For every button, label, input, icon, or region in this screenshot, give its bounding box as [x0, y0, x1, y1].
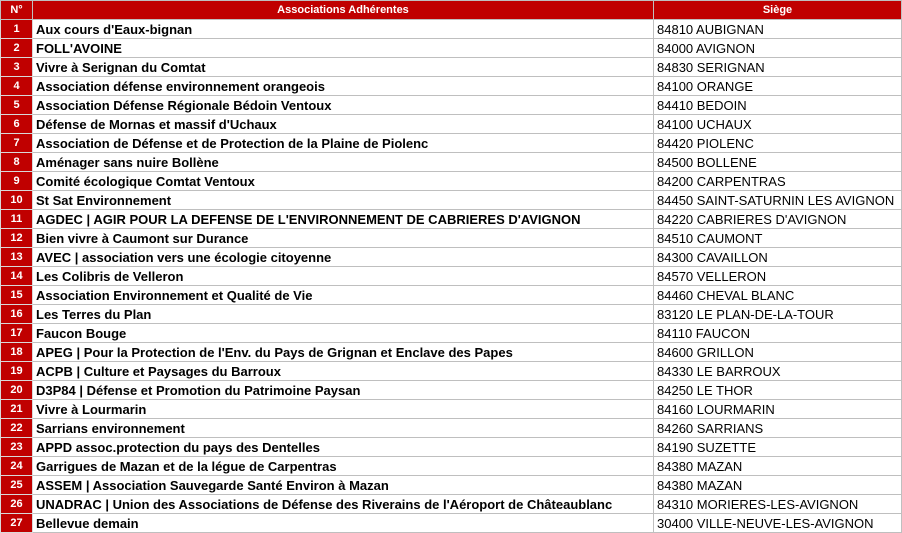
association-name: Défense de Mornas et massif d'Uchaux — [33, 115, 654, 134]
row-number: 26 — [1, 495, 33, 514]
association-name: Faucon Bouge — [33, 324, 654, 343]
association-seat: 84420 PIOLENC — [654, 134, 902, 153]
row-number: 13 — [1, 248, 33, 267]
row-number: 6 — [1, 115, 33, 134]
association-name: Les Colibris de Velleron — [33, 267, 654, 286]
association-name: ACPB | Culture et Paysages du Barroux — [33, 362, 654, 381]
association-seat: 84260 SARRIANS — [654, 419, 902, 438]
association-name: Association Environnement et Qualité de Vie — [33, 286, 654, 305]
association-seat: 84500 BOLLENE — [654, 153, 902, 172]
association-name: Comité écologique Comtat Ventoux — [33, 172, 654, 191]
association-seat: 84380 MAZAN — [654, 457, 902, 476]
association-seat: 83120 LE PLAN-DE-LA-TOUR — [654, 305, 902, 324]
table-row — [1, 400, 902, 419]
table-row — [1, 39, 902, 58]
table-row — [1, 324, 902, 343]
row-number: 14 — [1, 267, 33, 286]
table-row — [1, 172, 902, 191]
row-number: 22 — [1, 419, 33, 438]
association-seat: 84110 FAUCON — [654, 324, 902, 343]
row-number: 23 — [1, 438, 33, 457]
row-number: 16 — [1, 305, 33, 324]
table-row — [1, 20, 902, 39]
association-name: Association de Défense et de Protection de la Plaine de Piolenc — [33, 134, 654, 153]
association-name: Aux cours d'Eaux-bignan — [33, 20, 654, 39]
row-number: 11 — [1, 210, 33, 229]
association-name: Aménager sans nuire Bollène — [33, 153, 654, 172]
table-row — [1, 514, 902, 533]
row-number: 5 — [1, 96, 33, 115]
association-seat: 84570 VELLERON — [654, 267, 902, 286]
row-number: 27 — [1, 514, 33, 533]
association-name: St Sat Environnement — [33, 191, 654, 210]
association-name: AGDEC | AGIR POUR LA DEFENSE DE L'ENVIRONNEMENT DE CABRIERES D'AVIGNON — [33, 210, 654, 229]
association-seat: 84160 LOURMARIN — [654, 400, 902, 419]
association-seat: 84460 CHEVAL BLANC — [654, 286, 902, 305]
table-row — [1, 343, 902, 362]
association-seat: 84410 BEDOIN — [654, 96, 902, 115]
table-row — [1, 134, 902, 153]
association-seat: 84450 SAINT-SATURNIN LES AVIGNON — [654, 191, 902, 210]
table-row — [1, 210, 902, 229]
association-seat: 84200 CARPENTRAS — [654, 172, 902, 191]
table-row — [1, 58, 902, 77]
table-row — [1, 248, 902, 267]
association-seat: 84810 AUBIGNAN — [654, 20, 902, 39]
association-seat: 84250 LE THOR — [654, 381, 902, 400]
row-number: 25 — [1, 476, 33, 495]
association-seat: 84310 MORIERES-LES-AVIGNON — [654, 495, 902, 514]
association-seat: 84300 CAVAILLON — [654, 248, 902, 267]
table-row — [1, 381, 902, 400]
row-number: 1 — [1, 20, 33, 39]
row-number: 19 — [1, 362, 33, 381]
row-number: 9 — [1, 172, 33, 191]
association-name: Garrigues de Mazan et de la légue de Carpentras — [33, 457, 654, 476]
association-name: Vivre à Serignan du Comtat — [33, 58, 654, 77]
row-number: 18 — [1, 343, 33, 362]
association-name: APPD assoc.protection du pays des Dentelles — [33, 438, 654, 457]
association-seat: 84600 GRILLON — [654, 343, 902, 362]
association-seat: 84190 SUZETTE — [654, 438, 902, 457]
association-name: Les Terres du Plan — [33, 305, 654, 324]
association-seat: 84330 LE BARROUX — [654, 362, 902, 381]
association-name: Bellevue demain — [33, 514, 654, 533]
table-row — [1, 457, 902, 476]
row-number: 21 — [1, 400, 33, 419]
association-name: ASSEM | Association Sauvegarde Santé Environ à Mazan — [33, 476, 654, 495]
association-seat: 84220 CABRIERES D'AVIGNON — [654, 210, 902, 229]
association-seat: 84100 UCHAUX — [654, 115, 902, 134]
association-seat: 84510 CAUMONT — [654, 229, 902, 248]
table-row — [1, 286, 902, 305]
row-number: 20 — [1, 381, 33, 400]
table-row — [1, 438, 902, 457]
table-row — [1, 229, 902, 248]
row-number: 10 — [1, 191, 33, 210]
row-number: 2 — [1, 39, 33, 58]
row-number: 15 — [1, 286, 33, 305]
header-row — [1, 1, 902, 20]
table-row — [1, 115, 902, 134]
association-name: Vivre à Lourmarin — [33, 400, 654, 419]
association-name: UNADRAC | Union des Associations de Défense des Riverains de l'Aéroport de Châteaublanc — [33, 495, 654, 514]
table-row — [1, 495, 902, 514]
row-number: 3 — [1, 58, 33, 77]
association-seat: 84830 SERIGNAN — [654, 58, 902, 77]
association-name: APEG | Pour la Protection de l'Env. du Pays de Grignan et Enclave des Papes — [33, 343, 654, 362]
table-row — [1, 305, 902, 324]
association-name: D3P84 | Défense et Promotion du Patrimoine Paysan — [33, 381, 654, 400]
association-seat: 84380 MAZAN — [654, 476, 902, 495]
association-seat: 30400 VILLE-NEUVE-LES-AVIGNON — [654, 514, 902, 533]
association-name: FOLL'AVOINE — [33, 39, 654, 58]
row-number: 4 — [1, 77, 33, 96]
association-seat: 84000 AVIGNON — [654, 39, 902, 58]
association-name: Association Défense Régionale Bédoin Ventoux — [33, 96, 654, 115]
association-name: AVEC | association vers une écologie citoyenne — [33, 248, 654, 267]
table-row — [1, 191, 902, 210]
row-number: 8 — [1, 153, 33, 172]
header-associations: Associations Adhérentes — [33, 1, 654, 20]
row-number: 24 — [1, 457, 33, 476]
table-row — [1, 362, 902, 381]
table-row — [1, 419, 902, 438]
table-row — [1, 77, 902, 96]
association-name: Sarrians environnement — [33, 419, 654, 438]
row-number: 17 — [1, 324, 33, 343]
row-number: 7 — [1, 134, 33, 153]
header-number: N° — [1, 1, 33, 20]
table-row — [1, 153, 902, 172]
association-name: Association défense environnement orangeois — [33, 77, 654, 96]
header-seat: Siège — [654, 1, 902, 20]
association-name: Bien vivre à Caumont sur Durance — [33, 229, 654, 248]
table-row — [1, 267, 902, 286]
row-number: 12 — [1, 229, 33, 248]
association-seat: 84100 ORANGE — [654, 77, 902, 96]
table-row — [1, 96, 902, 115]
table-row — [1, 476, 902, 495]
